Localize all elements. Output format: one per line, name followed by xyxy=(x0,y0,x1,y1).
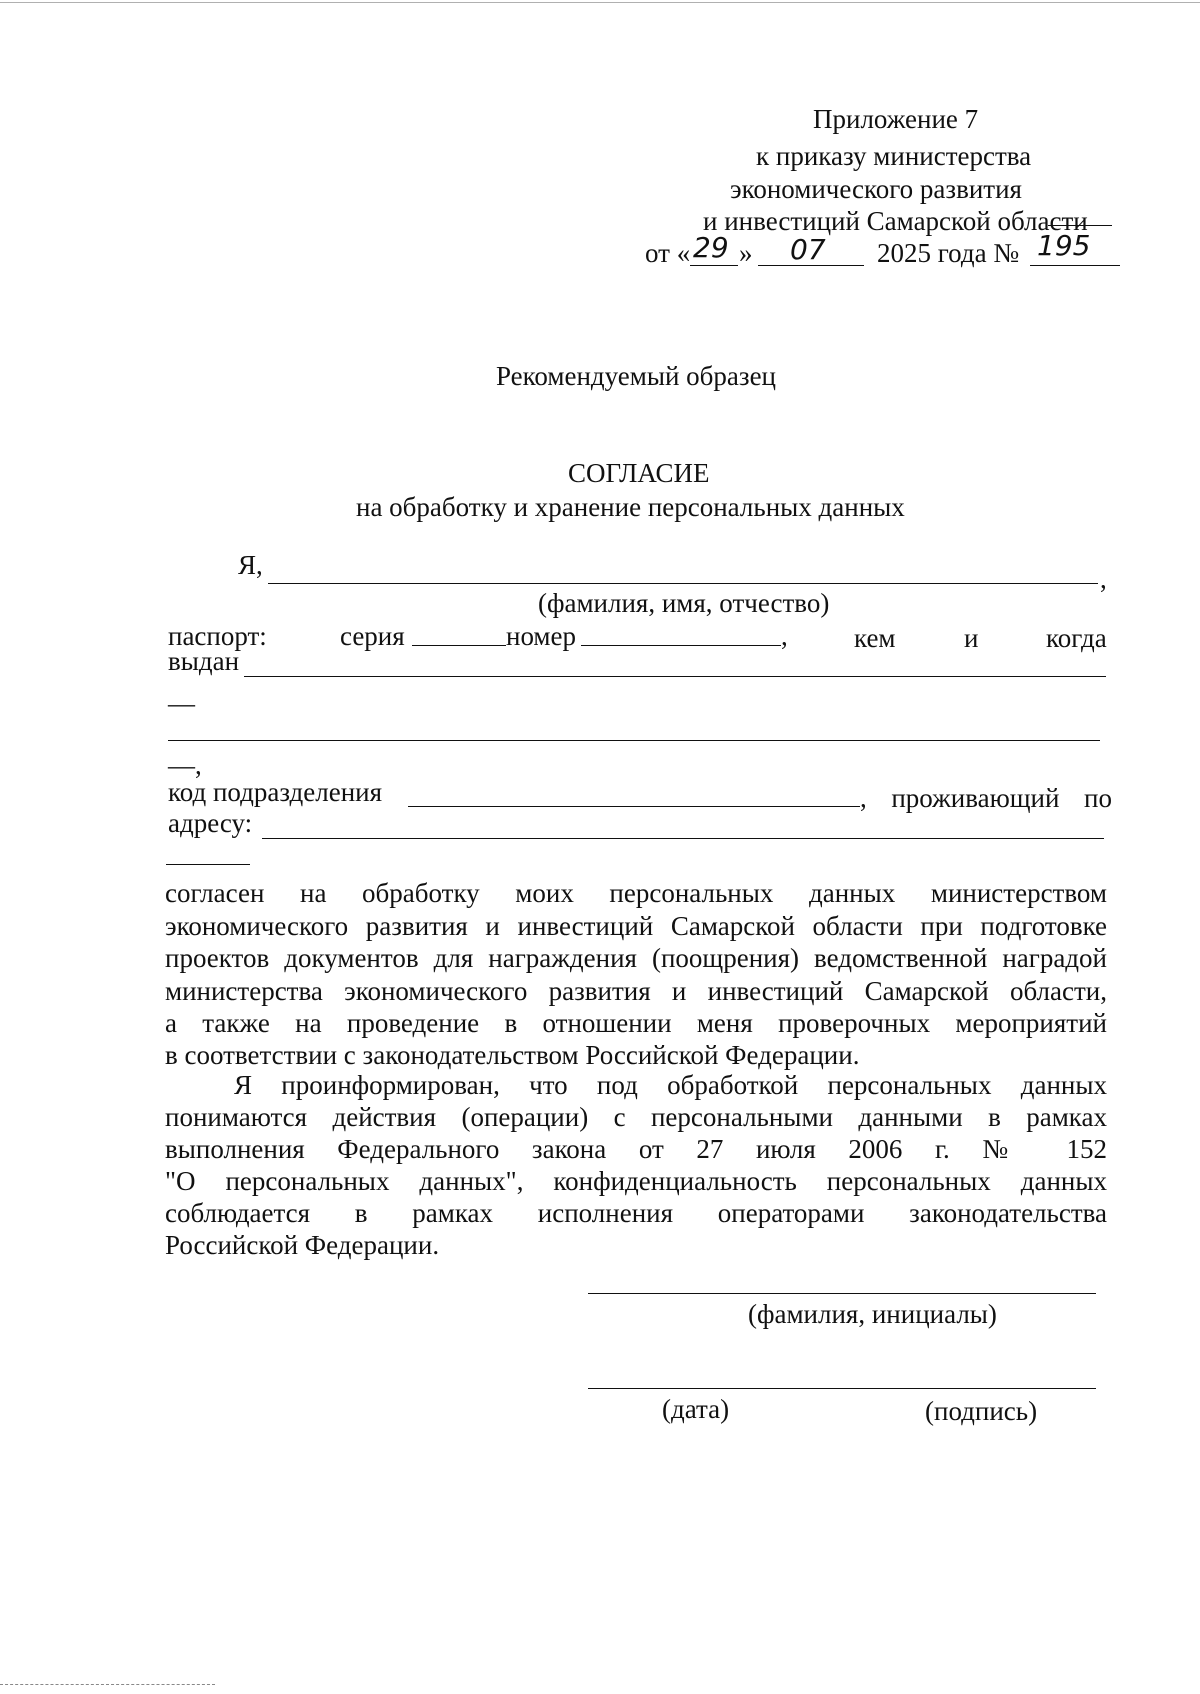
order-date-prefix: от « xyxy=(645,238,691,268)
fio-caption: (фамилия, имя, отчество) xyxy=(538,588,830,618)
date-signature-line[interactable] xyxy=(588,1388,1096,1389)
fio-comma: , xyxy=(1100,564,1107,594)
and-label: и xyxy=(964,623,979,653)
name-signature-line[interactable] xyxy=(588,1293,1096,1294)
scan-top-edge xyxy=(0,2,1200,3)
informed-paragraph-line: Я проинформирован, что под обработкой персональных данных xyxy=(234,1070,1107,1100)
issued-input-line-2[interactable] xyxy=(168,740,1100,741)
series-label: серия xyxy=(340,621,405,651)
residing-label: , проживающий по xyxy=(860,783,1112,813)
issued-label: выдан xyxy=(168,646,240,676)
consent-paragraph-line: а также на проведение в отношении меня проверочных мероприятий xyxy=(165,1008,1107,1038)
order-line: к приказу министерства xyxy=(756,141,1032,171)
header-underline xyxy=(1048,225,1112,226)
address-input-line-2[interactable] xyxy=(166,864,250,865)
consent-paragraph-line: согласен на обработку моих персональных данных министерством xyxy=(165,878,1107,908)
fio-input-line[interactable] xyxy=(268,583,1098,584)
continuation-dash: — xyxy=(168,688,195,718)
consent-paragraph-line: проектов документов для награждения (поощрения) ведомственной наградой xyxy=(165,943,1107,973)
order-number: 195 xyxy=(1037,229,1091,262)
subdivision-code-input-line[interactable] xyxy=(408,806,860,807)
when-label: когда xyxy=(1046,623,1107,653)
name-initials-caption: (фамилия, инициалы) xyxy=(748,1299,997,1329)
informed-paragraph-line: понимаются действия (операции) с персональными данными в рамках xyxy=(165,1102,1107,1132)
consent-paragraph-line: экономического развития и инвестиций Самарской области при подготовке xyxy=(165,911,1107,941)
document-subtitle: на обработку и хранение персональных данных xyxy=(356,492,905,522)
ministry-line-2: и инвестиций Самарской области xyxy=(703,206,1088,236)
subdivision-code-label: код подразделения xyxy=(168,777,383,807)
consent-paragraph-line: в соответствии с законодательством Российской Федерации. xyxy=(165,1040,860,1070)
i-label: Я, xyxy=(238,550,263,580)
signature-caption: (подпись) xyxy=(925,1396,1038,1426)
order-year: 2025 года № xyxy=(877,238,1020,268)
informed-paragraph-line: выполнения Федерального закона от 27 июля 2006 г. № 152 xyxy=(165,1134,1107,1164)
continuation-dash-comma: —, xyxy=(168,750,202,780)
informed-paragraph-line: Российской Федерации. xyxy=(165,1230,440,1260)
passport-label: паспорт: xyxy=(168,621,267,651)
address-input-line[interactable] xyxy=(262,838,1104,839)
consent-paragraph-line: министерства экономического развития и инвестиций Самарской области, xyxy=(165,976,1107,1006)
issued-by-label: кем xyxy=(854,623,896,653)
informed-paragraph-line: "О персональных данных", конфиденциальность персональных данных xyxy=(165,1166,1107,1196)
passport-number-input-line[interactable] xyxy=(581,645,781,646)
month-underline xyxy=(758,265,864,266)
issued-input-line[interactable] xyxy=(244,676,1106,677)
day-underline xyxy=(690,265,738,266)
date-caption: (дата) xyxy=(662,1394,730,1424)
appendix-number: Приложение 7 xyxy=(813,104,979,134)
number-underline xyxy=(1030,265,1120,266)
ministry-line: экономического развития xyxy=(730,174,1022,204)
order-day: 29 xyxy=(693,231,729,264)
document-title: СОГЛАСИЕ xyxy=(568,458,710,488)
number-label: номер xyxy=(506,621,577,651)
number-comma: , xyxy=(781,621,788,651)
informed-paragraph-line: соблюдается в рамках исполнения операторами законодательства xyxy=(165,1198,1107,1228)
address-label: адресу: xyxy=(168,808,253,838)
recommended-sample: Рекомендуемый образец xyxy=(496,361,777,391)
order-month: 07 xyxy=(790,233,826,266)
series-input-line[interactable] xyxy=(412,645,506,646)
order-date-mid: » xyxy=(739,238,753,268)
footer-rule xyxy=(0,1684,215,1685)
